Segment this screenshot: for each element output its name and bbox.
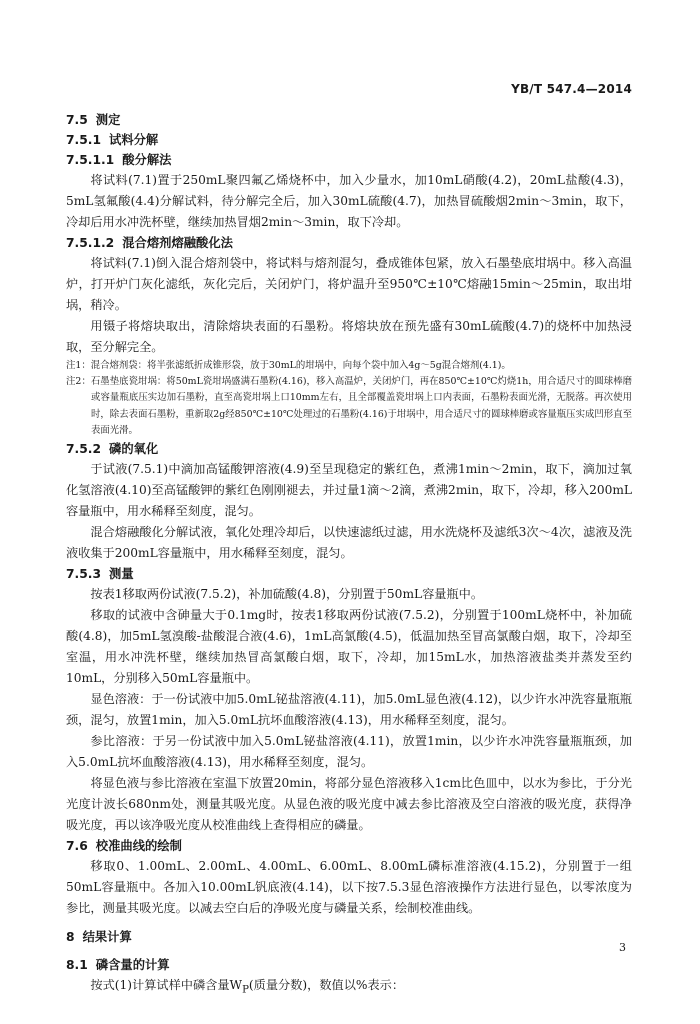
paragraph: 用镊子将熔块取出，清除熔块表面的石墨粉。将熔块放在预先盛有30mL硫酸(4.7)的烧杯中加热浸取，至分解完全。: [66, 319, 632, 354]
paragraph: 参比溶液：于另一份试液中加入5.0mL铋盐溶液(4.11)，放置1min，以少许水冲洗容量瓶瓶颈，加入5.0mL抗坏血酸溶液(4.13)，用水稀释至刻度，混匀。: [66, 734, 632, 770]
note-2: 注2：石墨垫底瓷坩埚：将50mL瓷坩埚盛满石墨粉(4.16)，移入高温炉，关闭炉门，再在850℃±10℃灼烧1h，用合适尺寸的圆球棒磨或容量瓶底压实边加石墨粉，直至高瓷坩埚上口10mm左右，且全部覆盖瓷坩埚上口内表面，石墨粉表面光滑，无脱落。再次使用时，除去表面石墨粉，重新取2g经850℃±10℃处理过的石墨粉(4.16)于坩埚中，用合适尺寸的圆球棒磨或容量瓶压实成凹形直至表面光滑。: [66, 376, 632, 436]
paragraph: 将显色液与参比溶液在室温下放置20min，将部分显色溶液移入1cm比色皿中，以水为参比，于分光光度计波长680nm处，测量其吸光度。从显色液的吸光度中减去参比溶液及空白溶液的吸光度，获得净吸光度，再以该净吸光度从校准曲线上查得相应的磷量。: [66, 776, 632, 833]
document-body: [66, 110, 632, 1000]
heading-title: 混合熔剂熔融酸化法: [122, 236, 233, 250]
paragraph: 将试料(7.1)倒入混合熔剂袋中，将试料与熔剂混匀，叠成锥体包紧，放入石墨垫底坩埚中。移入高温炉，打开炉门灰化滤纸，灰化完后，关闭炉门，将炉温升至950℃±10℃熔融15min～25min，取出坩埚，稍冷。: [66, 256, 632, 312]
heading-number: 7.5.2: [66, 442, 102, 457]
heading-number: 8: [66, 930, 75, 945]
heading-title: 测定: [95, 113, 121, 127]
heading-title: 测量: [109, 567, 134, 582]
heading-title: 磷含量的计算: [95, 958, 170, 973]
heading-title: 试料分解: [109, 133, 159, 147]
heading-7-5-2: [66, 439, 632, 459]
heading-7-5-1-2: [66, 233, 632, 253]
heading-7-5: [66, 110, 632, 130]
page-number: 3: [619, 941, 626, 954]
formula-intro-text: 按式(1)计算试样中磷含量W: [90, 978, 243, 993]
heading-title: 校准曲线的绘制: [95, 839, 182, 854]
paragraph: 显色溶液：于一份试液中加5.0mL铋盐溶液(4.11)，加5.0mL显色液(4.12)，以少许水冲洗容量瓶瓶颈，混匀，放置1min，加入5.0mL抗坏血酸溶液(4.13)，用水稀释至刻度，混匀。: [66, 692, 632, 728]
heading-number: 7.5.1.2: [66, 236, 115, 250]
heading-8-1: [66, 955, 632, 975]
heading-8: [66, 927, 632, 947]
paragraph: 混合熔融酸化分解试液，氧化处理冷却后，以快速滤纸过滤，用水洗烧杯及滤纸3次～4次，滤液及洗液收集于200mL容量瓶中，用水稀释至刻度，混匀。: [66, 525, 632, 561]
paragraph: 于试液(7.5.1)中滴加高锰酸钾溶液(4.9)至呈现稳定的紫红色，煮沸1min～2min，取下，滴加过氧化氢溶液(4.10)至高锰酸钾的紫红色刚刚褪去，并过量1滴～2滴，煮沸2min，取下，冷却，移入200mL容量瓶中，用水稀释至刻度，混匀。: [66, 462, 632, 519]
paragraph: 按表1移取两份试液(7.5.2)，补加硫酸(4.8)，分别置于50mL容量瓶中。: [90, 587, 484, 602]
heading-title: 结果计算: [82, 930, 132, 945]
heading-number: 8.1: [66, 958, 88, 973]
standard-code-header: YB/T 547.4—2014: [511, 82, 632, 96]
paragraph: 移取的试液中含砷量大于0.1mg时，按表1移取两份试液(7.5.2)，分别置于100mL烧杯中，补加硫酸(4.8)，加5mL氢溴酸-盐酸混合液(4.6)，1mL高氯酸(4.5)，低温加热至冒高氯酸白烟，取下，冷却至室温，用水冲洗杯壁，继续加热冒高氯酸白烟，取下，冷却，加15mL水，加热溶液盐类并蒸发至约10mL，分别移入50mL容量瓶中。: [66, 608, 632, 686]
heading-7-5-3: [66, 564, 632, 584]
heading-title: 酸分解法: [122, 153, 172, 167]
note-1: 注1：混合熔剂袋：将半张滤纸折成锥形袋，放于30mL的坩埚中，向每个袋中加入4g～5g混合熔剂(4.1)。: [66, 360, 511, 371]
formula-intro-tail: (质量分数)，数值以%表示：: [248, 978, 405, 993]
heading-title: 磷的氧化: [109, 442, 159, 457]
formula-subscript: P: [242, 984, 249, 996]
heading-number: 7.5: [66, 113, 88, 127]
heading-7-5-1: [66, 130, 632, 150]
paragraph: 移取0、1.00mL、2.00mL、4.00mL、6.00mL、8.00mL磷标准溶液(4.15.2)，分别置于一组50mL容量瓶中。各加入10.00mL钒底液(4.14)，以下按7.5.3显色溶液操作方法进行显色，以零浓度为参比，测量其吸光度。以减去空白后的净吸光度与磷量关系，绘制校准曲线。: [66, 859, 632, 916]
heading-7-5-1-1: [66, 150, 632, 170]
paragraph: 将试料(7.1)置于250mL聚四氟乙烯烧杯中，加入少量水，加10mL硝酸(4.2)，20mL盐酸(4.3)，5mL氢氟酸(4.4)分解试料，待分解完全后，加入30mL硫酸(4.7)，加热冒硫酸烟2min～3min，取下，冷却后用水冲洗杯壁，继续加热冒烟2min～3min，取下冷却。: [66, 173, 632, 229]
heading-number: 7.5.1: [66, 133, 102, 147]
heading-number: 7.5.1.1: [66, 153, 115, 167]
heading-number: 7.6: [66, 839, 88, 854]
heading-number: 7.5.3: [66, 567, 102, 582]
heading-7-6: [66, 836, 632, 856]
paragraph-formula-intro: [66, 975, 632, 1000]
